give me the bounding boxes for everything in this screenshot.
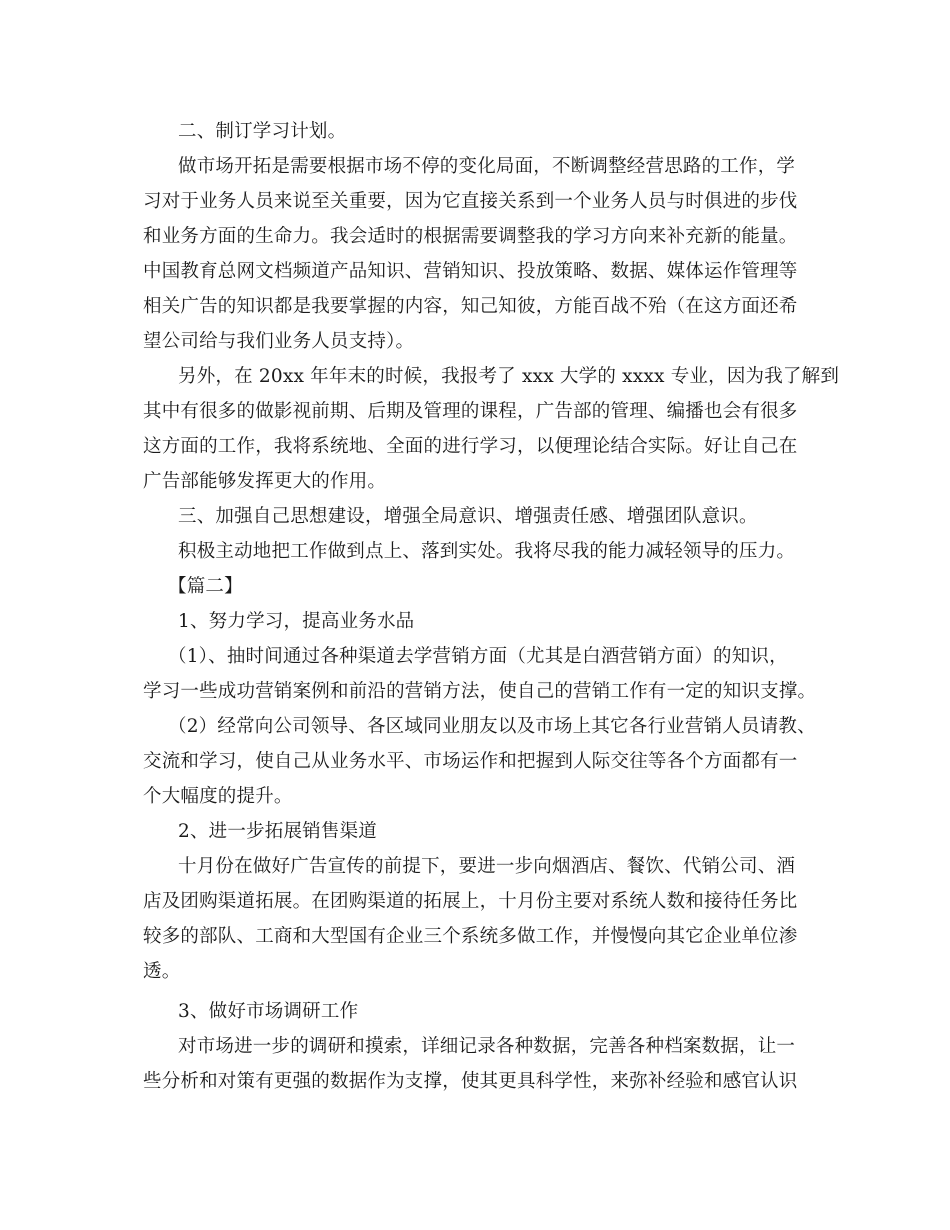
heading-study-plan: 二、制订学习计划。 (178, 121, 347, 142)
paragraph-line: 广告部能够发挥更大的作用。 (143, 471, 387, 492)
paragraph-line: 个大幅度的提升。 (143, 786, 293, 807)
paragraph-line: 交流和学习，使自己从业务水平、市场运作和把握到人际交往等各个方面都有一 (143, 751, 798, 772)
section-title: 【篇二】 (168, 576, 243, 597)
heading-thought-building: 三、加强自己思想建设，增强全局意识、增强责任感、增强团队意识。 (178, 506, 758, 527)
paragraph-line: 中国教育总网文档频道产品知识、营销知识、投放策略、数据、媒体运作管理等 (143, 261, 798, 282)
paragraph-line: 另外，在 20xx 年年末的时候，我报考了 xxx 大学的 xxxx 专业，因为我了解到 (178, 366, 840, 387)
paragraph-line: 十月份在做好广告宣传的前提下，要进一步向烟酒店、餐饮、代销公司、酒 (178, 856, 796, 877)
paragraph-line: 做市场开拓是需要根据市场不停的变化局面，不断调整经营思路的工作，学 (178, 156, 796, 177)
paragraph-line: 望公司给与我们业务人员支持）。 (143, 331, 415, 352)
paragraph-line: 较多的部队、工商和大型国有企业三个系统多做工作，并慢慢向其它企业单位渗 (143, 926, 798, 947)
heading-market-research: 3、做好市场调研工作 (178, 1001, 359, 1022)
paragraph-line: 学习一些成功营销案例和前沿的营销方法，使自己的营销工作有一定的知识支撑。 (143, 681, 817, 702)
paragraph-line: 透。 (143, 961, 181, 982)
paragraph-line: 对市场进一步的调研和摸索，详细记录各种数据，完善各种档案数据，让一 (178, 1036, 796, 1057)
paragraph-line: 习对于业务人员来说至关重要，因为它直接关系到一个业务人员与时俱进的步伐 (143, 191, 798, 212)
paragraph-line: （1）、抽时间通过各种渠道去学营销方面（尤其是白酒营销方面）的知识， (168, 646, 788, 667)
paragraph-line: 相关广告的知识都是我要掌握的内容，知己知彼，方能百战不殆（在这方面还希 (143, 296, 798, 317)
paragraph-line: 其中有很多的做影视前期、后期及管理的课程，广告部的管理、编播也会有很多 (143, 401, 798, 422)
paragraph-line: 这方面的工作，我将系统地、全面的进行学习，以便理论结合实际。好让自己在 (143, 436, 798, 457)
paragraph-line: 和业务方面的生命力。我会适时的根据需要调整我的学习方向来补充新的能量。 (143, 226, 798, 247)
heading-sales-channels: 2、进一步拓展销售渠道 (178, 821, 377, 842)
paragraph-line: 店及团购渠道拓展。在团购渠道的拓展上，十月份主要对系统人数和接待任务比 (143, 891, 798, 912)
paragraph-line: （2）经常向公司领导、各区域同业朋友以及市场上其它各行业营销人员请教、 (168, 716, 816, 737)
heading-study-hard: 1、努力学习，提高业务水品 (178, 611, 415, 632)
paragraph-line: 积极主动地把工作做到点上、落到实处。我将尽我的能力减轻领导的压力。 (178, 541, 796, 562)
paragraph-line: 些分析和对策有更强的数据作为支撑，使其更具科学性，来弥补经验和感官认识 (143, 1071, 798, 1092)
